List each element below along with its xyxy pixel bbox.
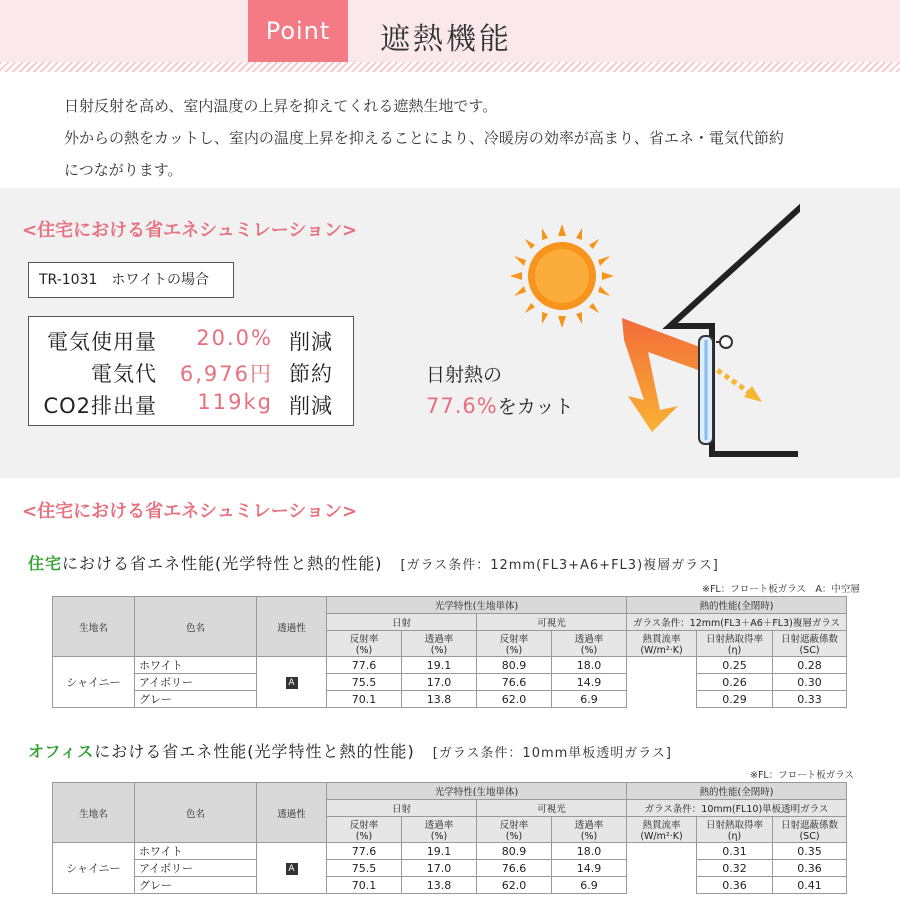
cell: 70.1: [327, 877, 402, 894]
header-solar-transmit: [402, 631, 477, 657]
table-title-text: における省エネ性能(光学特性と熱的性能): [94, 742, 415, 761]
color-name: グレー: [135, 877, 257, 894]
header-solar-reflect: [327, 817, 402, 843]
header-text: 日射熱取得率: [705, 820, 763, 831]
intro-text: [64, 90, 784, 186]
header-unit: (SC): [799, 831, 820, 842]
result-value: 119kg: [197, 390, 273, 414]
cell: 75.5: [327, 860, 402, 877]
header-text: 透過率: [574, 820, 604, 831]
result-unit: 節約: [289, 362, 333, 386]
header-text: 日射熱取得率: [705, 634, 763, 645]
header-gain: [697, 631, 773, 657]
header-unit: (%): [505, 645, 523, 656]
header-glass-condition: ガラス条件：10mm(FL10)単板透明ガラス: [627, 800, 847, 817]
cell: 0.31: [697, 843, 773, 860]
header-solar-reflect: [327, 631, 402, 657]
cut-label: 日射熱の: [426, 364, 503, 386]
header-transmittance: 透過性: [257, 783, 327, 843]
cell: 76.6: [477, 674, 552, 691]
header-heatflow: [627, 631, 697, 657]
header-fabric: 生地名: [53, 597, 135, 657]
heatflow-blank: [627, 843, 697, 894]
table-note: ※FL：フロート板ガラス: [750, 770, 854, 781]
cell: 6.9: [552, 691, 627, 708]
result-box: [28, 316, 354, 426]
fabric-name: シャイニー: [53, 843, 135, 894]
cell: 18.0: [552, 843, 627, 860]
cell: 77.6: [327, 657, 402, 674]
transmittance-badge: A: [286, 677, 298, 689]
header-stripes: [0, 62, 900, 72]
header-visible-transmit: [552, 817, 627, 843]
header-unit: (%): [355, 831, 373, 842]
header-text: 反射率: [499, 634, 529, 645]
cell: 75.5: [327, 674, 402, 691]
reflected-heat-arrow-icon: [622, 318, 708, 432]
header-visible: 可視光: [477, 614, 627, 631]
cell: 19.1: [402, 657, 477, 674]
header-unit: (%): [430, 831, 448, 842]
section-heading: <住宅における省エネシュミレーション>: [22, 501, 358, 522]
result-label: 電気代: [91, 362, 157, 386]
result-unit: 削減: [289, 330, 333, 354]
cell: 0.26: [697, 674, 773, 691]
result-row: [29, 326, 355, 358]
intro-line: 日射反射を高め、室内温度の上昇を抑えてくれる遮熱生地です。: [64, 97, 498, 115]
header-optical: 光学特性(生地単体): [327, 597, 627, 614]
page-title: 遮熱機能: [380, 22, 512, 57]
product-label: TR-1031 ホワイトの場合: [28, 262, 234, 298]
header-text: 透過率: [424, 820, 454, 831]
fabric-name: シャイニー: [53, 657, 135, 708]
color-name: ホワイト: [135, 657, 257, 674]
table-note: ※FL：フロート板ガラス A：中空層: [702, 584, 860, 595]
point-badge: Point: [248, 0, 348, 62]
cell: 0.41: [773, 877, 847, 894]
intro-line: 外からの熱をカットし、室内の温度上昇を抑えることにより、冷暖房の効率が高まり、省エネ・電気代節約: [64, 129, 784, 147]
header-unit: (%): [355, 645, 373, 656]
cell: 77.6: [327, 843, 402, 860]
result-row: [29, 358, 355, 390]
cut-suffix: をカット: [497, 396, 574, 418]
header-text: 透過率: [574, 634, 604, 645]
table-row: [53, 657, 847, 674]
cell: 14.9: [552, 860, 627, 877]
color-name: アイボリー: [135, 860, 257, 877]
transmitted-heat-line: [710, 365, 750, 393]
cell: 17.0: [402, 860, 477, 877]
cell: 80.9: [477, 657, 552, 674]
transmitted-heat-arrowhead-icon: [744, 386, 762, 402]
color-name: アイボリー: [135, 674, 257, 691]
cell: 0.36: [697, 877, 773, 894]
cell: 18.0: [552, 657, 627, 674]
cell: 0.35: [773, 843, 847, 860]
transmittance-cell: [257, 843, 327, 894]
table-row: [53, 691, 847, 708]
cut-percent: 77.6%: [426, 394, 498, 418]
cell: 13.8: [402, 691, 477, 708]
cell: 0.29: [697, 691, 773, 708]
header-thermal: 熱的性能(全閉時): [627, 783, 847, 800]
cell: 19.1: [402, 843, 477, 860]
spec-table-residential: [52, 596, 847, 708]
cell: 62.0: [477, 691, 552, 708]
cell: 0.33: [773, 691, 847, 708]
header-unit: (η): [727, 645, 742, 656]
header-solar: 日射: [327, 800, 477, 817]
table-title-highlight: 住宅: [28, 554, 63, 573]
header-shade: [773, 631, 847, 657]
result-row: [29, 390, 355, 422]
header-text: 熱貫流率: [642, 634, 681, 645]
header-text: 日射遮蔽係数: [780, 634, 838, 645]
header-visible-reflect: [477, 631, 552, 657]
spec-table-office: [52, 782, 847, 894]
glass-condition: [ガラス条件：10mm単板透明ガラス]: [432, 746, 672, 761]
simulation-heading: <住宅における省エネシュミレーション>: [22, 220, 358, 241]
header-transmittance: 透過性: [257, 597, 327, 657]
table-title-residential: [28, 551, 719, 574]
sun-window-illustration: [497, 200, 800, 465]
header-unit: (%): [580, 645, 598, 656]
header-color: 色名: [135, 597, 257, 657]
header-solar: 日射: [327, 614, 477, 631]
result-value: 20.0%: [196, 326, 273, 350]
header-shade: [773, 817, 847, 843]
color-name: グレー: [135, 691, 257, 708]
cell: 0.36: [773, 860, 847, 877]
header-visible-transmit: [552, 631, 627, 657]
table-title-office: [28, 739, 672, 762]
header-thermal: 熱的性能(全閉時): [627, 597, 847, 614]
cell: 13.8: [402, 877, 477, 894]
table-title-text: における省エネ性能(光学特性と熱的性能): [62, 554, 383, 573]
header-optical: 光学特性(生地単体): [327, 783, 627, 800]
header-visible: 可視光: [477, 800, 627, 817]
header-text: 反射率: [349, 820, 379, 831]
header-unit: (W/m²·K): [640, 645, 683, 656]
header-unit: (%): [505, 831, 523, 842]
sun-icon: [510, 224, 614, 328]
transmittance-cell: [257, 657, 327, 708]
table-row: [53, 860, 847, 877]
cell: 70.1: [327, 691, 402, 708]
result-unit: 削減: [289, 394, 333, 418]
cell: 0.28: [773, 657, 847, 674]
cell: 6.9: [552, 877, 627, 894]
header-unit: (W/m²·K): [640, 831, 683, 842]
header-unit: (η): [727, 831, 742, 842]
intro-line: につながります。: [64, 161, 183, 179]
cell: 0.30: [773, 674, 847, 691]
header-gain: [697, 817, 773, 843]
cell: 80.9: [477, 843, 552, 860]
header-text: 日射遮蔽係数: [780, 820, 838, 831]
color-name: ホワイト: [135, 843, 257, 860]
header-unit: (%): [580, 831, 598, 842]
cell: 76.6: [477, 860, 552, 877]
heatflow-blank: [627, 657, 697, 708]
result-value: 6,976円: [179, 362, 273, 386]
window-icon: [670, 206, 800, 454]
cell: 0.25: [697, 657, 773, 674]
table-row: [53, 843, 847, 860]
header-text: 熱貫流率: [642, 820, 681, 831]
header-heatflow: [627, 817, 697, 843]
glass-condition: [ガラス条件：12mm(FL3+A6+FL3)複層ガラス]: [400, 558, 719, 573]
result-label: CO2排出量: [43, 394, 157, 418]
header-visible-reflect: [477, 817, 552, 843]
header-unit: (SC): [799, 645, 820, 656]
header-fabric: 生地名: [53, 783, 135, 843]
header-text: 透過率: [424, 634, 454, 645]
header-glass-condition: ガラス条件：12mm(FL3＋A6＋FL3)複層ガラス: [627, 614, 847, 631]
transmittance-badge: A: [286, 863, 298, 875]
result-label: 電気使用量: [47, 330, 157, 354]
header-solar-transmit: [402, 817, 477, 843]
header-color: 色名: [135, 783, 257, 843]
table-row: [53, 877, 847, 894]
cell: 17.0: [402, 674, 477, 691]
header-unit: (%): [430, 645, 448, 656]
table-title-highlight: オフィス: [28, 742, 95, 761]
cell: 14.9: [552, 674, 627, 691]
cell: 0.32: [697, 860, 773, 877]
cell: 62.0: [477, 877, 552, 894]
header-text: 反射率: [499, 820, 529, 831]
header-text: 反射率: [349, 634, 379, 645]
table-row: [53, 674, 847, 691]
